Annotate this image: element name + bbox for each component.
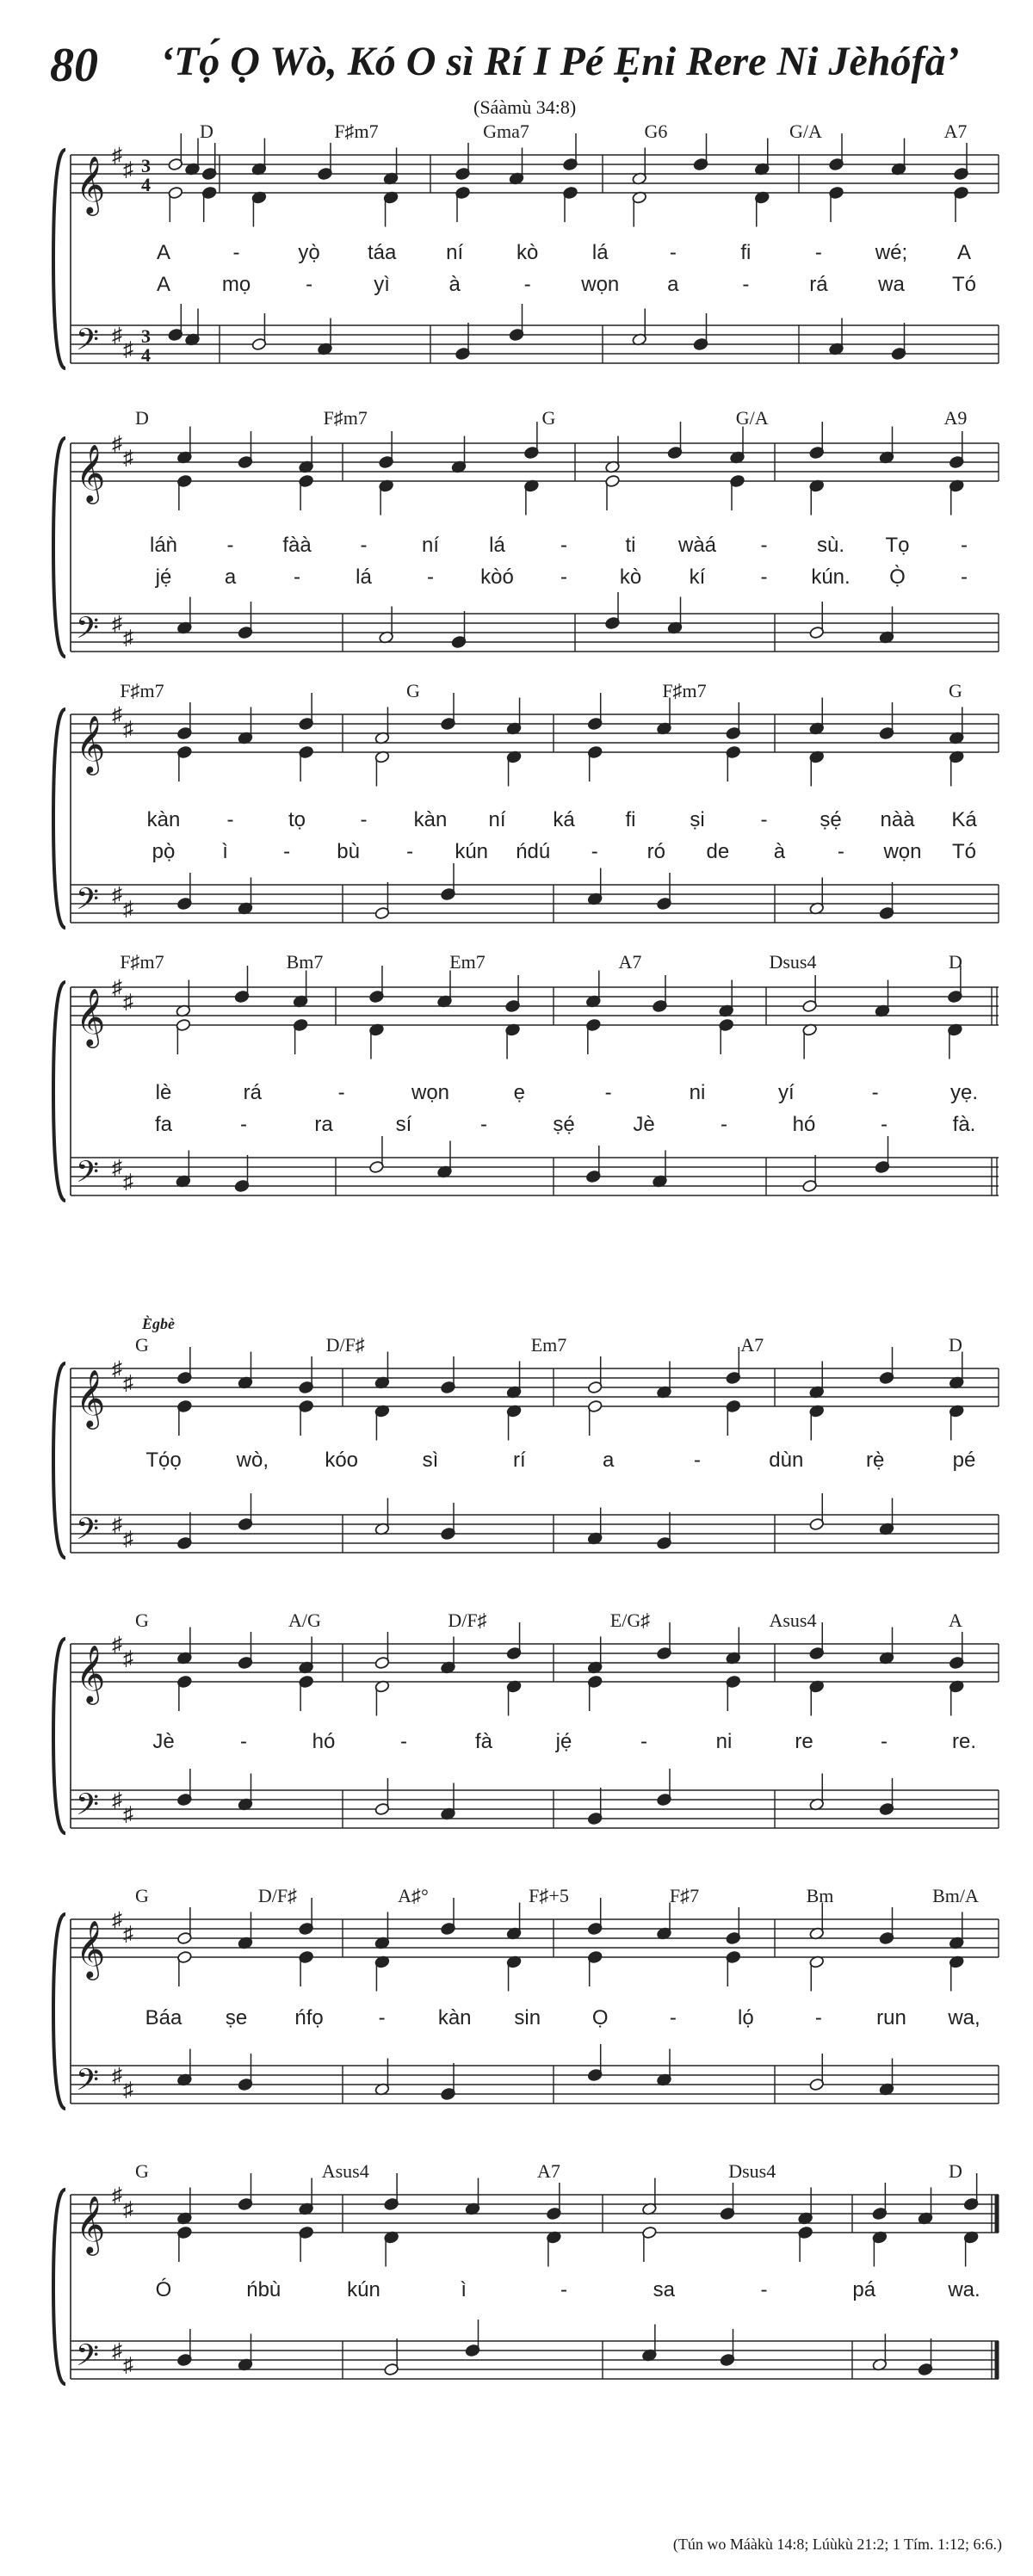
lyric-syllable: pọ̀	[152, 840, 176, 863]
lyric-line	[156, 2278, 980, 2301]
lyric-syllable: ni	[689, 1081, 706, 1104]
treble-clef: 𝄞	[76, 989, 106, 1045]
sharp-sign: ♯	[112, 145, 122, 167]
chord-symbol: Dsus4	[769, 951, 817, 973]
chord-symbol: Em7	[530, 1334, 567, 1356]
lyric-hyphen: -	[360, 808, 368, 831]
lyric-hyphen: -	[591, 840, 598, 863]
bass-staff	[71, 2320, 999, 2380]
sharp-sign: ♯	[123, 1923, 133, 1946]
lyric-line	[152, 1730, 976, 1753]
lyric-hyphen: -	[560, 2278, 567, 2301]
sharp-sign: ♯	[112, 1157, 122, 1179]
chord-symbol: F♯m7	[662, 680, 707, 701]
lyric-hyphen: -	[669, 2006, 677, 2029]
bass-clef: 𝄢	[76, 2065, 100, 2104]
lyric-syllable: wé;	[875, 241, 908, 264]
section-label: Ègbè	[142, 1315, 175, 1332]
lyric-syllable: sí	[395, 1113, 412, 1136]
sharp-sign: ♯	[123, 158, 133, 182]
lyric-syllable: fà	[474, 1730, 493, 1753]
sharp-sign: ♯	[112, 324, 122, 347]
chord-symbol: D/F♯	[257, 1885, 298, 1906]
lyric-syllable: rẹ̀	[865, 1449, 885, 1472]
lyric-syllable: ṣe	[225, 2006, 248, 2029]
music-system	[53, 2160, 999, 2384]
lyric-hyphen: -	[232, 241, 240, 264]
lyric-syllable: ró	[646, 840, 665, 863]
sharp-sign: ♯	[123, 1171, 133, 1194]
lyric-syllable: ni	[715, 1730, 733, 1753]
bass-clef: 𝄢	[76, 613, 100, 652]
sharp-sign: ♯	[112, 884, 122, 906]
lyric-syllable: Báa	[145, 2006, 182, 2029]
lyric-hyphen: -	[669, 241, 677, 264]
bass-staff	[71, 1493, 999, 1554]
sharp-sign: ♯	[112, 613, 122, 635]
lyric-line	[145, 1449, 975, 1472]
lyric-syllable: re	[795, 1730, 813, 1753]
sharp-sign: ♯	[112, 2065, 122, 2087]
treble-staff	[71, 1898, 999, 1992]
system-bracket	[53, 1639, 65, 1833]
music-system	[53, 680, 999, 928]
system-bracket	[53, 2190, 65, 2384]
lyric-hyphen: -	[961, 534, 968, 557]
lyric-hyphen: -	[881, 1730, 888, 1753]
sharp-sign: ♯	[112, 1909, 122, 1931]
lyric-syllable: láǹ	[149, 534, 178, 557]
bass-clef: 𝄢	[76, 324, 100, 364]
music-system	[53, 1885, 999, 2109]
lyric-syllable: hó	[792, 1113, 816, 1136]
chord-symbol: A♯°	[398, 1885, 429, 1906]
lyric-syllable: pé	[952, 1449, 976, 1472]
treble-clef: 𝄞	[76, 445, 106, 501]
lyric-line	[155, 565, 968, 589]
music-system	[53, 407, 999, 657]
system-bracket	[53, 1914, 65, 2109]
bass-clef: 𝄢	[76, 884, 100, 924]
lyric-syllable: mọ	[221, 273, 251, 296]
chord-symbol: F♯7	[669, 1885, 700, 1906]
sharp-sign: ♯	[112, 1789, 122, 1812]
scripture-references: (Tún wo Máàkù 14:8; Lúùkù 21:2; 1 Tím. 1:12; 6:6.)	[672, 2536, 1002, 2553]
lyric-syllable: Tọ	[885, 534, 910, 557]
lyric-syllable: yí	[777, 1081, 795, 1104]
lyric-syllable: lá	[591, 241, 609, 264]
lyric-syllable: à	[448, 273, 461, 296]
lyric-syllable: Ọ̀	[889, 565, 906, 589]
lyric-syllable: Tó	[951, 273, 977, 296]
chord-symbol: Bm	[806, 1885, 834, 1906]
lyric-syllable: Tọ́ọ	[145, 1449, 182, 1472]
lyric-syllable: ra	[314, 1113, 333, 1136]
system-bracket	[53, 438, 65, 657]
lyric-syllable: sa	[653, 2278, 675, 2301]
sharp-sign: ♯	[123, 627, 133, 650]
lyric-syllable: ká	[553, 808, 575, 831]
lyric-syllable: wa.	[948, 2278, 980, 2301]
chord-symbol: D	[949, 2160, 962, 2182]
chord-symbol: G	[135, 1334, 149, 1356]
lyric-syllable: de	[706, 840, 730, 863]
sharp-sign: ♯	[123, 2354, 133, 2377]
chord-symbol: D	[949, 1334, 962, 1356]
lyric-syllable: sì	[422, 1449, 439, 1472]
sharp-sign: ♯	[112, 2184, 122, 2207]
chord-symbol: G6	[644, 120, 668, 142]
lyric-line	[150, 534, 968, 557]
lyric-syllable: kàn	[437, 2006, 472, 2029]
lyric-syllable: yọ̀	[298, 241, 320, 264]
lyric-syllable: Jè	[633, 1113, 655, 1136]
sharp-sign: ♯	[123, 2079, 133, 2102]
lyric-syllable: jẹ́	[555, 1730, 572, 1753]
song-number: 80	[50, 39, 98, 92]
music-system	[53, 1609, 999, 1833]
lyric-syllable: Jè	[152, 1730, 175, 1753]
lyric-syllable: ńbù	[246, 2278, 281, 2301]
sharp-sign: ♯	[112, 704, 122, 726]
lyric-syllable: lọ́	[738, 2006, 754, 2029]
treble-staff	[71, 966, 999, 1059]
lyric-syllable: lá	[489, 534, 505, 557]
sharp-sign: ♯	[123, 991, 133, 1014]
treble-clef: 𝄞	[76, 1921, 106, 1977]
time-signature-bottom: 4	[141, 174, 151, 195]
system-bracket	[53, 982, 65, 1201]
lyric-syllable: dùn	[769, 1449, 804, 1472]
lyric-syllable: sin	[514, 2006, 541, 2029]
lyric-hyphen: -	[400, 1730, 407, 1753]
lyric-syllable: wa,	[948, 2006, 980, 2029]
treble-clef: 𝄞	[76, 157, 106, 213]
sharp-sign: ♯	[123, 2198, 133, 2221]
lyric-syllable: ṣi	[690, 808, 705, 831]
sharp-sign: ♯	[123, 1528, 133, 1551]
chord-symbol: A7	[618, 951, 642, 973]
lyric-syllable: lè	[155, 1081, 172, 1104]
lyric-hyphen: -	[560, 534, 567, 557]
chord-symbol: G	[135, 2160, 149, 2182]
chord-symbol: D/F♯	[325, 1334, 365, 1356]
chord-symbol: D/F♯	[448, 1609, 487, 1631]
lyric-hyphen: -	[378, 2006, 386, 2029]
sharp-sign: ♯	[123, 1372, 133, 1395]
lyric-syllable: pá	[852, 2278, 876, 2301]
chord-symbol: F♯m7	[120, 951, 164, 973]
lyric-syllable: fàà	[282, 534, 312, 557]
lyric-line	[157, 241, 971, 264]
lyric-syllable: ńdú	[516, 840, 551, 863]
lyric-syllable: re.	[951, 1730, 977, 1753]
lyric-syllable: fà.	[952, 1113, 976, 1136]
lyric-hyphen: -	[226, 534, 234, 557]
system-bracket	[53, 1363, 65, 1558]
sharp-sign: ♯	[123, 338, 133, 361]
lyric-syllable: táa	[367, 241, 397, 264]
lyric-syllable: wa	[878, 273, 905, 296]
chord-symbol: D	[949, 951, 962, 973]
chord-symbol: A	[949, 1609, 962, 1631]
lyric-line	[157, 273, 976, 296]
sharp-sign: ♯	[112, 1358, 122, 1381]
lyric-syllable: run	[876, 2006, 906, 2029]
time-signature-top: 3	[141, 155, 151, 176]
lyric-line	[156, 1081, 978, 1104]
lyric-hyphen: -	[294, 565, 300, 589]
treble-staff	[71, 422, 999, 516]
time-signature-top: 3	[141, 325, 151, 347]
chord-symbol: Bm/A	[932, 1885, 979, 1906]
lyric-syllable: ní	[488, 808, 506, 831]
lyric-line	[147, 808, 978, 831]
chord-symbol: G	[949, 680, 962, 701]
lyric-syllable: a	[667, 273, 679, 296]
chord-symbol: F♯m7	[334, 120, 379, 142]
bass-staff	[71, 2044, 999, 2104]
sharp-sign: ♯	[123, 1647, 133, 1671]
time-signature-bottom: 4	[141, 344, 151, 366]
sharp-sign: ♯	[123, 1803, 133, 1826]
lyric-hyphen: -	[837, 840, 844, 863]
lyric-syllable: rá	[243, 1081, 263, 1104]
chord-symbol: A9	[943, 407, 968, 429]
lyric-syllable: Ọ	[591, 2006, 609, 2029]
chord-symbol: D	[135, 407, 149, 429]
chord-symbol: F♯m7	[120, 680, 164, 701]
lyric-syllable: kàn	[146, 808, 181, 831]
sharp-sign: ♯	[123, 898, 133, 921]
lyric-line	[155, 1113, 975, 1136]
lyric-syllable: a	[224, 565, 237, 589]
music-system	[53, 1314, 999, 1558]
lyric-hyphen: -	[881, 1113, 888, 1136]
lyric-syllable: Ká	[951, 808, 977, 831]
lyric-syllable: ṣẹ́	[820, 808, 842, 831]
chord-symbol: G/A	[789, 120, 822, 142]
lyric-syllable: rí	[512, 1449, 526, 1472]
lyric-syllable: rá	[809, 273, 828, 296]
bass-clef: 𝄢	[76, 2340, 100, 2380]
lyric-syllable: jẹ́	[155, 565, 172, 589]
lyric-syllable: fi	[625, 808, 636, 831]
bass-staff	[71, 1769, 999, 1829]
lyric-hyphen: -	[560, 565, 567, 589]
lyric-syllable: ẹ	[513, 1081, 526, 1104]
chord-symbol: G	[406, 680, 420, 701]
lyric-syllable: nàà	[880, 808, 915, 831]
lyric-syllable: wàá	[677, 534, 717, 557]
chord-symbol: G	[541, 407, 556, 429]
sharp-sign: ♯	[112, 977, 122, 999]
lyric-hyphen: -	[640, 1730, 647, 1753]
lyric-syllable: A	[156, 241, 171, 264]
lyric-syllable: kàn	[413, 808, 448, 831]
lyric-hyphen: -	[721, 1113, 727, 1136]
lyric-hyphen: -	[283, 840, 291, 863]
chord-symbol: E/G♯	[609, 1609, 651, 1631]
lyric-syllable: ṣẹ́	[553, 1113, 575, 1136]
treble-clef: 𝄞	[76, 1646, 106, 1702]
chord-symbol: G	[135, 1609, 149, 1631]
chord-symbol: Bm7	[286, 951, 324, 973]
song-title: ‘Tọ́ Ọ Wò, Kó O sì Rí I Pé Ẹni Rere Ni Jèhófà’	[160, 39, 960, 84]
lyric-syllable: kí	[689, 565, 706, 589]
lyric-syllable: sù.	[816, 534, 845, 557]
lyric-hyphen: -	[406, 840, 414, 863]
lyric-syllable: kóo	[325, 1449, 359, 1472]
lyric-hyphen: -	[760, 2278, 768, 2301]
lyric-hyphen: -	[480, 1113, 487, 1136]
system-bracket	[53, 709, 65, 928]
lyric-syllable: A	[956, 241, 972, 264]
lyric-syllable: Tó	[951, 840, 977, 863]
lyric-syllable: A	[156, 273, 171, 296]
treble-staff	[71, 693, 999, 787]
lyric-syllable: ì	[222, 840, 228, 863]
chord-symbol: Asus4	[321, 2160, 369, 2182]
bass-clef: 𝄢	[76, 1789, 100, 1829]
lyric-syllable: hó	[312, 1730, 336, 1753]
lyric-hyphen: -	[226, 808, 234, 831]
sharp-sign: ♯	[112, 1634, 122, 1656]
lyric-syllable: Ó	[155, 2278, 172, 2301]
treble-staff	[71, 133, 999, 227]
treble-clef: 𝄞	[76, 1370, 106, 1426]
lyric-hyphen: -	[961, 565, 968, 589]
lyric-syllable: ní	[446, 241, 464, 264]
sharp-sign: ♯	[123, 718, 133, 741]
lyric-syllable: fi	[740, 241, 752, 264]
chord-symbol: A7	[537, 2160, 560, 2182]
lyric-syllable: wọn	[883, 840, 922, 863]
lyric-syllable: tọ	[288, 808, 306, 831]
lyric-syllable: ti	[625, 534, 636, 557]
lyric-syllable: wọn	[581, 273, 620, 296]
lyric-syllable: à	[773, 840, 786, 863]
song-subtitle: (Sáàmù 34:8)	[473, 96, 577, 118]
sharp-sign: ♯	[123, 447, 133, 470]
bass-staff	[71, 304, 999, 366]
bass-staff	[71, 863, 999, 924]
lyric-syllable: kún.	[811, 565, 851, 589]
chord-symbol: Em7	[449, 951, 486, 973]
chord-symbol: A7	[943, 120, 968, 142]
chord-symbol: Dsus4	[728, 2160, 776, 2182]
lyric-syllable: ńfọ	[294, 2006, 324, 2029]
lyric-line	[152, 840, 976, 863]
lyric-syllable: yì	[374, 273, 390, 296]
lyric-syllable: kún	[347, 2278, 380, 2301]
lyric-line	[145, 2006, 980, 2029]
lyric-hyphen: -	[814, 241, 822, 264]
music-system	[53, 120, 999, 368]
lyric-syllable: wọn	[411, 1081, 450, 1104]
lyric-hyphen: -	[760, 808, 768, 831]
lyric-hyphen: -	[871, 1081, 879, 1104]
lyric-syllable: wò,	[236, 1449, 269, 1472]
lyric-hyphen: -	[240, 1730, 247, 1753]
lyric-syllable: fa	[154, 1113, 173, 1136]
lyric-syllable: lá	[356, 565, 372, 589]
lyric-hyphen: -	[814, 2006, 822, 2029]
bass-clef: 𝄢	[76, 1157, 100, 1196]
lyric-syllable: a	[602, 1449, 615, 1472]
bass-clef: 𝄢	[76, 1514, 100, 1554]
lyric-hyphen: -	[240, 1113, 247, 1136]
sharp-sign: ♯	[112, 1514, 122, 1536]
lyric-hyphen: -	[760, 565, 768, 589]
lyric-syllable: yẹ.	[949, 1081, 979, 1104]
chord-symbol: G/A	[735, 407, 769, 429]
chord-symbol: D	[200, 120, 213, 142]
sharp-sign: ♯	[112, 2340, 122, 2363]
chord-symbol: F♯m7	[323, 407, 368, 429]
music-system	[53, 951, 999, 1201]
chord-symbol: F♯+5	[529, 1885, 569, 1906]
treble-staff	[71, 1347, 999, 1441]
bass-staff	[71, 592, 999, 652]
lyric-hyphen: -	[760, 534, 768, 557]
lyric-hyphen: -	[604, 1081, 612, 1104]
lyric-hyphen: -	[337, 1081, 345, 1104]
system-bracket	[53, 150, 65, 368]
lyric-syllable: ní	[421, 534, 440, 557]
treble-clef: 𝄞	[76, 2196, 106, 2252]
lyric-hyphen: -	[360, 534, 368, 557]
treble-clef: 𝄞	[76, 716, 106, 772]
lyric-hyphen: -	[694, 1449, 701, 1472]
chord-symbol: Gma7	[483, 120, 529, 142]
treble-staff	[71, 1622, 999, 1716]
lyric-syllable: kún	[455, 840, 489, 863]
lyric-hyphen: -	[523, 273, 531, 296]
lyric-syllable: kò	[516, 241, 539, 264]
chord-symbol: A7	[740, 1334, 764, 1356]
lyric-syllable: bù	[337, 840, 360, 863]
chord-symbol: G	[135, 1885, 149, 1906]
lyric-syllable: ì	[461, 2278, 467, 2301]
bass-staff	[71, 1136, 999, 1196]
lyric-hyphen: -	[742, 273, 750, 296]
lyric-hyphen: -	[427, 565, 434, 589]
lyric-syllable: kò	[619, 565, 642, 589]
sharp-sign: ♯	[112, 433, 122, 455]
treble-staff	[71, 2173, 999, 2267]
chord-symbol: Asus4	[769, 1609, 817, 1631]
chord-symbol: A/G	[288, 1609, 321, 1631]
lyric-syllable: kòó	[480, 565, 514, 589]
lyric-hyphen: -	[306, 273, 313, 296]
